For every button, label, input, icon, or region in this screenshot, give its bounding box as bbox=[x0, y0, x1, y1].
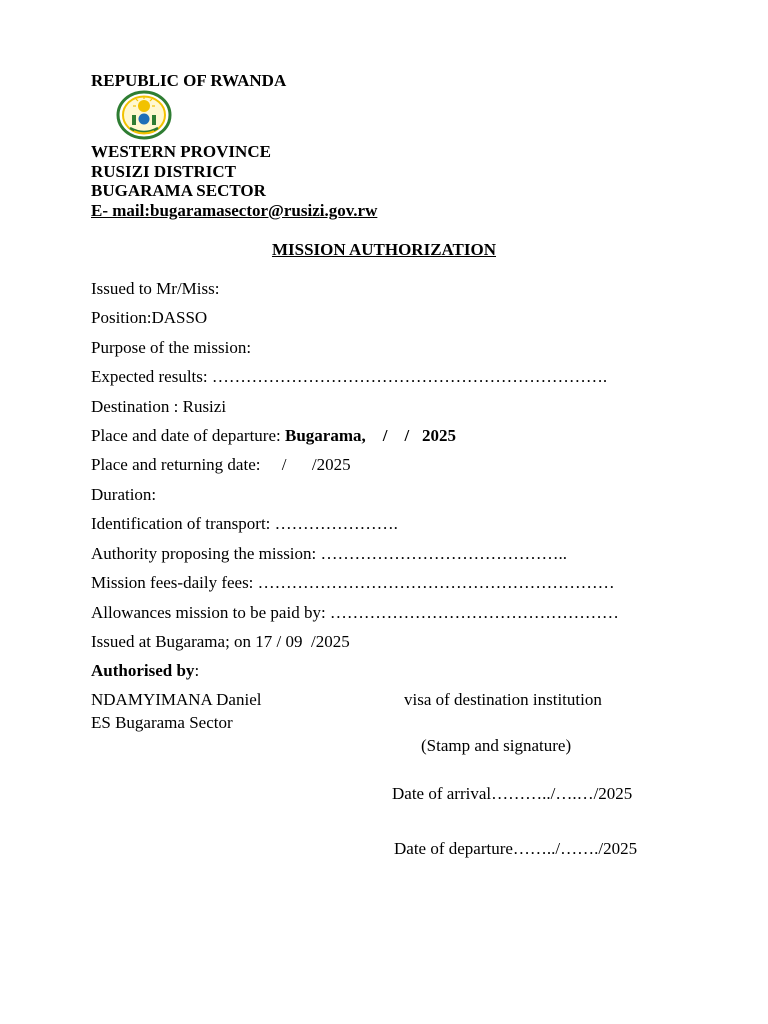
departure-date-line: Date of departure……../……./2025 bbox=[394, 839, 638, 858]
duration-line: Duration: bbox=[91, 485, 157, 504]
arrival-date-line: Date of arrival………../….…/2025 bbox=[392, 784, 633, 803]
returning-line: Place and returning date: / /2025 bbox=[91, 455, 351, 474]
departure-value: Bugarama, / / 2025 bbox=[285, 426, 456, 445]
country-heading: REPUBLIC OF RWANDA bbox=[91, 71, 287, 90]
signatory-name: NDAMYIMANA Daniel bbox=[91, 690, 262, 709]
sector-heading: BUGARAMA SECTOR bbox=[91, 181, 266, 200]
purpose-line: Purpose of the mission: bbox=[91, 338, 252, 357]
authorised-by-line bbox=[91, 661, 199, 681]
visa-label: visa of destination institution bbox=[404, 690, 602, 709]
issued-to-line: Issued to Mr/Miss: bbox=[91, 279, 220, 298]
expected-results-line: Expected results: ……………………………………………………………. bbox=[91, 367, 608, 386]
email-link[interactable]: E- mail:bugaramasector@rusizi.gov.rw bbox=[91, 200, 378, 220]
authorised-by-colon: : bbox=[194, 661, 200, 680]
issued-at-line: Issued at Bugarama; on 17 / 09 /2025 bbox=[91, 632, 350, 651]
rwanda-coat-of-arms-icon bbox=[114, 90, 174, 140]
stamp-label: (Stamp and signature) bbox=[421, 736, 572, 755]
province-heading: WESTERN PROVINCE bbox=[91, 142, 271, 161]
signatory-title: ES Bugarama Sector bbox=[91, 713, 233, 732]
departure-line bbox=[91, 426, 456, 446]
authority-line: Authority proposing the mission: …………………………………….. bbox=[91, 544, 567, 563]
destination-line: Destination : Rusizi bbox=[91, 397, 227, 416]
departure-label: Place and date of departure: bbox=[91, 426, 285, 445]
authorised-by-label: Authorised by bbox=[91, 661, 195, 680]
allowances-line: Allowances mission to be paid by: …………………………………………… bbox=[91, 603, 619, 622]
district-heading: RUSIZI DISTRICT bbox=[91, 161, 237, 181]
document-title: MISSION AUTHORIZATION bbox=[271, 240, 497, 259]
transport-line: Identification of transport: …………………. bbox=[91, 514, 398, 533]
fees-line: Mission fees-daily fees: ……………………………………………………… bbox=[91, 573, 615, 592]
position-line: Position:DASSO bbox=[91, 308, 208, 327]
